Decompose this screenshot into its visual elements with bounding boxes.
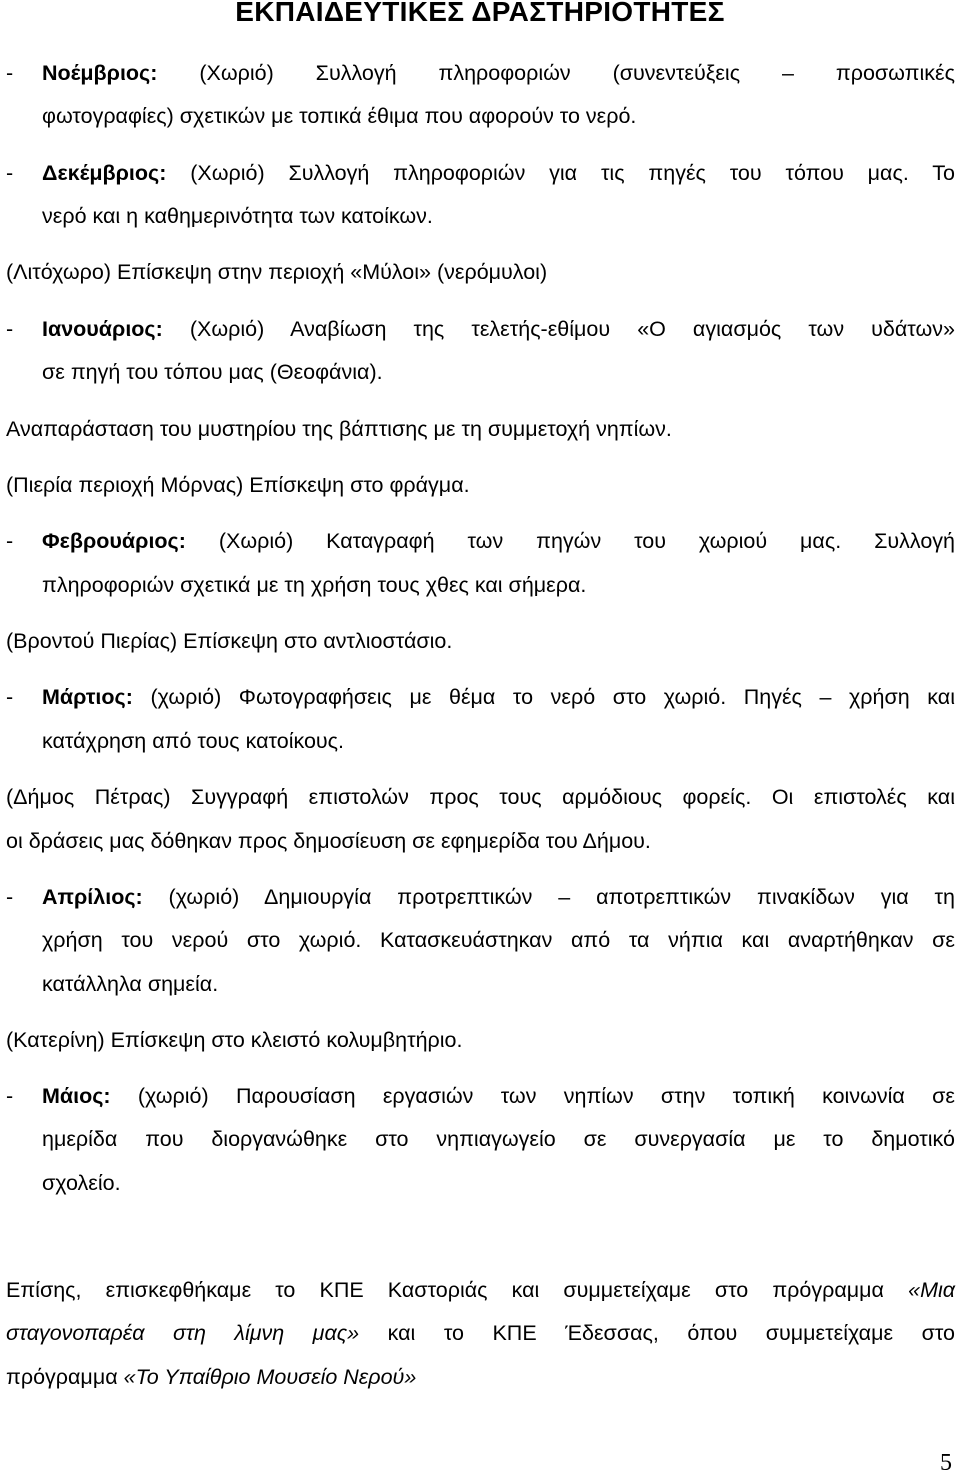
- closing-line-2: σταγονοπαρέα στη λίμνη μας» και το ΚΠΕ Έδεσσας, όπου συμμετείχαμε στο: [6, 1321, 955, 1345]
- november-line-2: φωτογραφίες) σχετικών με τοπικά έθιμα που αφορούν το νερό.: [42, 104, 637, 128]
- list-dash: -: [6, 161, 14, 185]
- month-label-january: Ιανουάριος:: [42, 317, 163, 341]
- month-label-march: Μάρτιος:: [42, 685, 133, 709]
- list-dash: -: [6, 885, 14, 909]
- month-label-february: Φεβρουάριος:: [42, 529, 186, 553]
- march-line-1: Μάρτιος: (χωριό) Φωτογραφήσεις με θέμα το νερό στο χωριό. Πηγές – χρήση και: [42, 685, 955, 709]
- april-visit: (Κατερίνη) Επίσκεψη στο κλειστό κολυμβητήριο.: [6, 1028, 463, 1052]
- program-title-part-1: «Μια: [908, 1278, 956, 1302]
- may-line-1: Μάιος: (χωριό) Παρουσίαση εργασιών των νηπίων στην τοπική κοινωνία σε: [42, 1084, 955, 1108]
- april-line-2: χρήση του νερού στο χωριό. Κατασκευάστηκαν από τα νήπια και αναρτήθηκαν σε: [42, 928, 955, 952]
- closing-line-3: πρόγραμμα «Το Υπαίθριο Μουσείο Νερού»: [6, 1365, 417, 1389]
- march-visit-line-1: (Δήμος Πέτρας) Συγγραφή επιστολών προς τους αρμόδιους φορείς. Οι επιστολές και: [6, 785, 955, 809]
- february-visit: (Βροντού Πιερίας) Επίσκεψη στο αντλιοστάσιο.: [6, 629, 453, 653]
- program-title-part-2: σταγονοπαρέα στη λίμνη μας»: [6, 1321, 360, 1345]
- march-visit-line-2: οι δράσεις μας δόθηκαν προς δημοσίευση σε εφημερίδα του Δήμου.: [6, 829, 651, 853]
- january-line-2: σε πηγή του τόπου μας (Θεοφάνια).: [42, 360, 383, 384]
- program-title-2: «Το Υπαίθριο Μουσείο Νερού»: [123, 1365, 417, 1389]
- list-dash: -: [6, 685, 14, 709]
- april-line-3: κατάλληλα σημεία.: [42, 972, 219, 996]
- january-line-3: Αναπαράσταση του μυστηρίου της βάπτισης με τη συμμετοχή νηπίων.: [6, 417, 672, 441]
- list-dash: -: [6, 317, 14, 341]
- month-label-december: Δεκέμβριος:: [42, 161, 167, 185]
- list-dash: -: [6, 61, 14, 85]
- december-line-1: Δεκέμβριος: (Χωριό) Συλλογή πληροφοριών για τις πηγές του τόπου μας. Το: [42, 161, 955, 185]
- page-title: ΕΚΠΑΙΔΕΥΤΙΚΕΣ ΔΡΑΣΤΗΡΙΟΤΗΤΕΣ: [235, 0, 725, 27]
- may-line-2: ημερίδα που διοργανώθηκε στο νηπιαγωγείο σε συνεργασία με το δημοτικό: [42, 1127, 955, 1151]
- month-label-april: Απρίλιος:: [42, 885, 143, 909]
- december-visit: (Λιτόχωρο) Επίσκεψη στην περιοχή «Μύλοι» (νερόμυλοι): [6, 260, 548, 284]
- month-label-may: Μάιος:: [42, 1084, 111, 1108]
- page-number: 5: [940, 1450, 952, 1476]
- april-line-1: Απρίλιος: (χωριό) Δημιουργία προτρεπτικών – αποτρεπτικών πινακίδων για τη: [42, 885, 955, 909]
- may-line-3: σχολείο.: [42, 1171, 121, 1195]
- january-visit: (Πιερία περιοχή Μόρνας) Επίσκεψη στο φράγμα.: [6, 473, 470, 497]
- february-line-2: πληροφοριών σχετικά με τη χρήση τους χθες και σήμερα.: [42, 573, 587, 597]
- february-line-1: Φεβρουάριος: (Χωριό) Καταγραφή των πηγών του χωριού μας. Συλλογή: [42, 529, 955, 553]
- list-dash: -: [6, 529, 14, 553]
- november-line-1: Νοέμβριος: (Χωριό) Συλλογή πληροφοριών (συνεντεύξεις – προσωπικές: [42, 61, 955, 85]
- closing-line-1: Επίσης, επισκεφθήκαμε το ΚΠΕ Καστοριάς και συμμετείχαμε στο πρόγραμμα «Μια: [6, 1278, 956, 1302]
- december-line-2: νερό και η καθημερινότητα των κατοίκων.: [42, 204, 433, 228]
- month-label-november: Νοέμβριος:: [42, 61, 158, 85]
- march-line-2: κατάχρηση από τους κατοίκους.: [42, 729, 345, 753]
- list-dash: -: [6, 1084, 14, 1108]
- january-line-1: Ιανουάριος: (Χωριό) Αναβίωση της τελετής-εθίμου «Ο αγιασμός των υδάτων»: [42, 317, 955, 341]
